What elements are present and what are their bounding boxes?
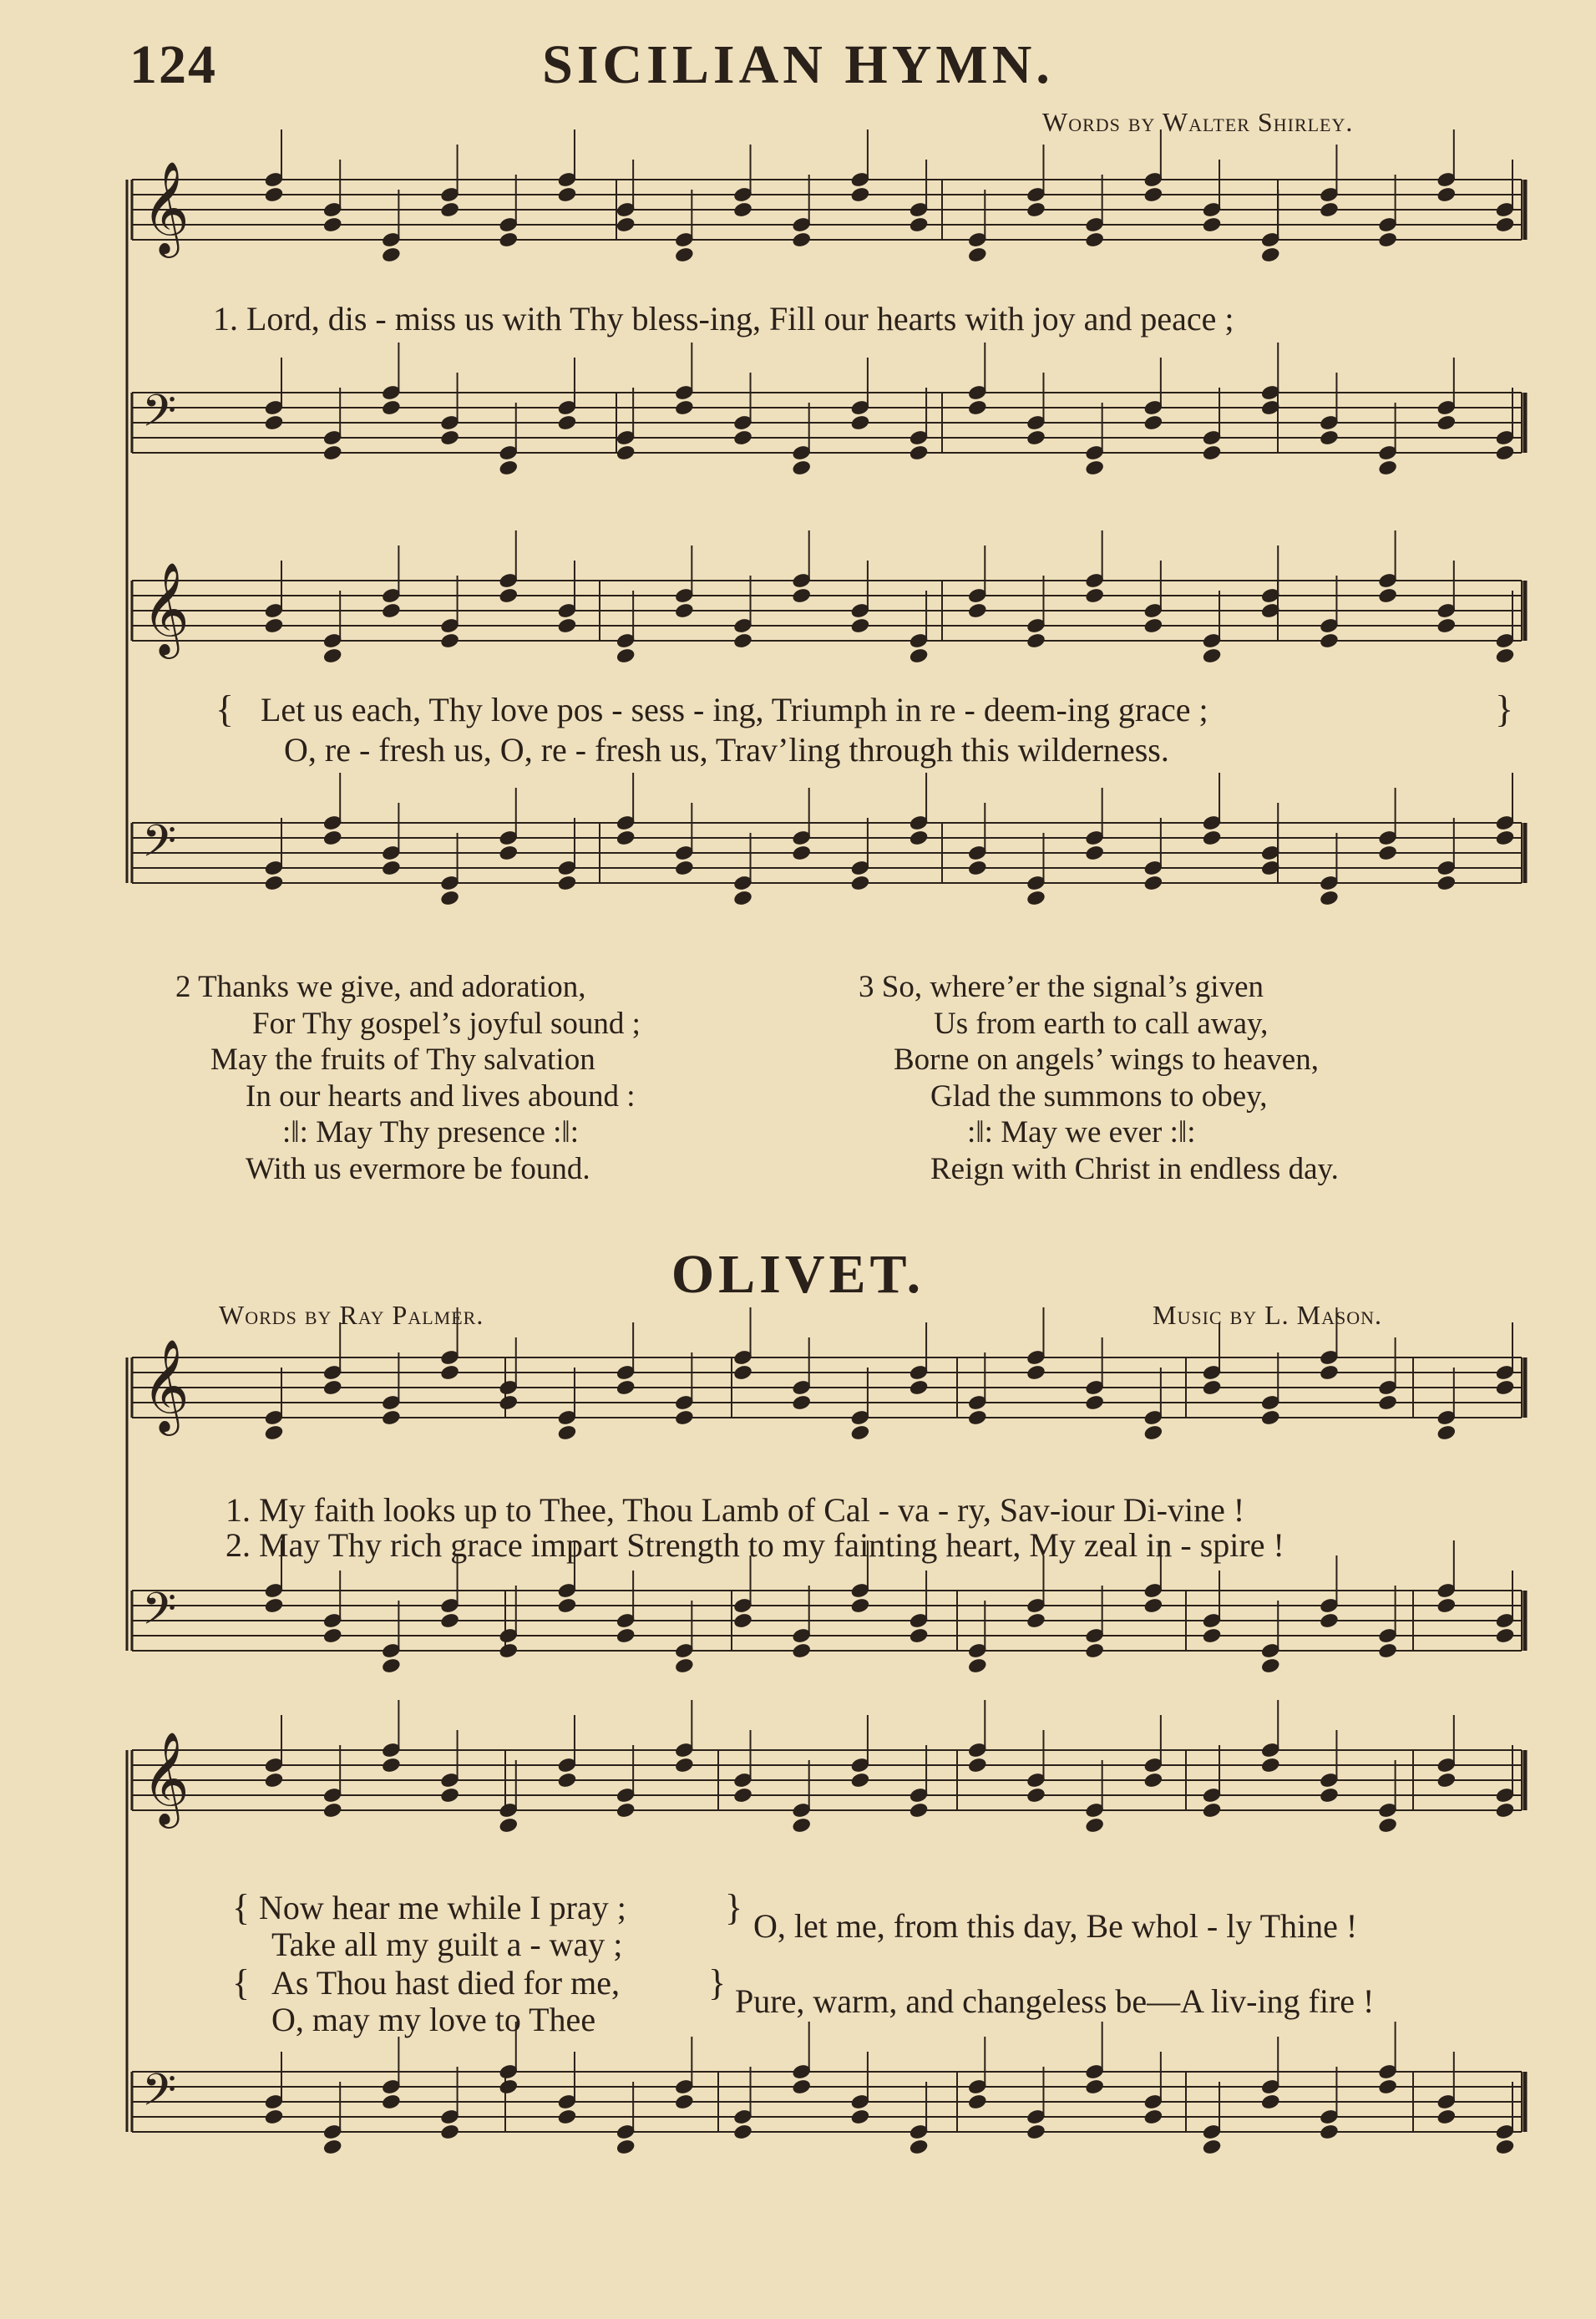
note-head [1378, 1817, 1398, 1834]
note-head [264, 617, 284, 634]
verse-line: Glad the summons to obey, [930, 1078, 1268, 1114]
note-head [792, 459, 812, 476]
note-head [675, 602, 695, 619]
note-head [1026, 1364, 1046, 1381]
note-head [1436, 617, 1457, 634]
note-head [1495, 647, 1515, 664]
note-head [1495, 1802, 1515, 1819]
refrain-a1: Now hear me while I pray ; [259, 1889, 626, 1926]
note-head [733, 429, 753, 446]
note-head [792, 1394, 812, 1411]
note-head [1495, 216, 1515, 233]
note-head [1085, 231, 1105, 248]
brace-a-right: } [725, 1887, 743, 1928]
note-head [792, 845, 812, 861]
note-head [616, 1627, 636, 1644]
note-head [1202, 647, 1222, 664]
note-head [675, 1657, 695, 1674]
note-head [322, 830, 342, 846]
music-credit-mason: Music by L. Mason. [1153, 1300, 1383, 1330]
note-head [1260, 2093, 1280, 2110]
note-head [1143, 1424, 1163, 1441]
words-credit-palmer: Words by Ray Palmer. [219, 1300, 484, 1330]
verse-2 [175, 969, 641, 1187]
note-head [1378, 2078, 1398, 2095]
note-head [1026, 632, 1046, 649]
note-head [1436, 1424, 1457, 1441]
note-head [967, 2093, 987, 2110]
note-head [1143, 2108, 1163, 2125]
note-head [1085, 459, 1105, 476]
note-head [1085, 1394, 1105, 1411]
note-head [967, 1409, 987, 1426]
note-head [557, 617, 577, 634]
note-head [322, 1802, 342, 1819]
note-head [616, 1802, 636, 1819]
refrain-b1: As Thou hast died for me, [271, 1964, 620, 2002]
note-head [850, 1597, 870, 1614]
note-head [1378, 845, 1398, 861]
note-head [792, 231, 812, 248]
verse-line: With us evermore be found. [246, 1151, 590, 1186]
note-head [322, 2139, 342, 2155]
note-head [850, 617, 870, 634]
treble-clef-icon: 𝄞 [142, 1731, 190, 1824]
note-head [909, 216, 929, 233]
note-head [557, 875, 577, 891]
note-head [616, 444, 636, 461]
note-head [850, 2108, 870, 2125]
note-head [499, 845, 519, 861]
hymn2-lyric-line2: 2. May Thy rich grace impart Strength to my fainting heart, My zeal in - spire ! [225, 1526, 1284, 1564]
note-head [1085, 1817, 1105, 1834]
note-head [1436, 2108, 1457, 2125]
note-head [616, 1379, 636, 1396]
note-head [1026, 890, 1046, 906]
note-head [675, 399, 695, 416]
note-head [675, 1409, 695, 1426]
note-head [1202, 1802, 1222, 1819]
note-head [264, 414, 284, 431]
note-head [616, 2139, 636, 2155]
note-head [382, 2093, 402, 2110]
note-head [733, 201, 753, 218]
verse-line: 2 Thanks we give, and adoration, [175, 970, 586, 1004]
note-head [322, 647, 342, 664]
note-head [1026, 1612, 1046, 1629]
brace-b-right: } [708, 1962, 727, 2003]
note-head [616, 647, 636, 664]
note-head [1085, 587, 1105, 604]
note-head [1143, 875, 1163, 891]
note-head [1260, 246, 1280, 263]
verse-line: Us from earth to call away, [934, 1006, 1269, 1041]
note-head [909, 444, 929, 461]
hymn1-lyric-line2b: O, re - fresh us, O, re - fresh us, Trav’ling through this wilderness. [284, 731, 1169, 769]
note-head [967, 860, 987, 876]
note-head [909, 1379, 929, 1396]
verse-line: :‖: May Thy presence :‖: [282, 1115, 580, 1149]
note-head [792, 1817, 812, 1834]
note-head [1495, 444, 1515, 461]
note-head [1085, 845, 1105, 861]
brace-a-left: { [232, 1887, 251, 1928]
note-head [1202, 1627, 1222, 1644]
note-head [1085, 2078, 1105, 2095]
note-head [499, 459, 519, 476]
note-head [1378, 1394, 1398, 1411]
verse-3 [859, 969, 1339, 1187]
note-head [1495, 830, 1515, 846]
note-head [1260, 1409, 1280, 1426]
note-head [733, 890, 753, 906]
note-head [1378, 587, 1398, 604]
verse-line: Borne on angels’ wings to heaven, [894, 1043, 1319, 1077]
note-head [1143, 414, 1163, 431]
note-head [322, 444, 342, 461]
note-head [1085, 1642, 1105, 1659]
words-credit-shirley: Words by Walter Shirley. [1042, 107, 1354, 137]
note-head [440, 632, 460, 649]
hymn-title-sicilian: SICILIAN HYMN. [542, 34, 1054, 95]
note-head [264, 1424, 284, 1441]
bass-clef-icon: 𝄢 [142, 816, 177, 878]
hymn-title-olivet: OLIVET. [671, 1244, 925, 1305]
note-head [1495, 2139, 1515, 2155]
note-head [1436, 414, 1457, 431]
note-head [440, 201, 460, 218]
note-head [440, 890, 460, 906]
brace-b-left: { [232, 1962, 251, 2003]
refrain-a2: Take all my guilt a - way ; [271, 1926, 623, 1963]
note-head [382, 1409, 402, 1426]
note-head [1202, 830, 1222, 846]
note-head [792, 2078, 812, 2095]
note-head [967, 399, 987, 416]
note-head [264, 186, 284, 203]
note-head [499, 1817, 519, 1834]
note-head [1143, 1772, 1163, 1789]
note-head [792, 1642, 812, 1659]
note-head [440, 1364, 460, 1381]
verse-line: 3 So, where’er the signal’s given [859, 970, 1264, 1004]
note-head [967, 602, 987, 619]
note-head [264, 1597, 284, 1614]
note-head [557, 1597, 577, 1614]
note-head [1320, 201, 1340, 218]
note-head [322, 216, 342, 233]
note-head [1202, 2139, 1222, 2155]
verse-line: Reign with Christ in endless day. [930, 1151, 1339, 1186]
verse-line: :‖: May we ever :‖: [967, 1115, 1196, 1149]
brace-left-1: { [215, 688, 235, 730]
verse-line: For Thy gospel’s joyful sound ; [252, 1006, 641, 1041]
note-head [909, 1802, 929, 1819]
note-head [967, 246, 987, 263]
note-head [1436, 1597, 1457, 1614]
hymn1-lyric-line1: 1. Lord, dis - miss us with Thy bless-ing, Fill our hearts with joy and peace ; [213, 300, 1234, 337]
brace-right-1: } [1495, 688, 1514, 730]
note-head [382, 1657, 402, 1674]
bass-clef-icon: 𝄢 [142, 2065, 177, 2127]
treble-clef-icon: 𝄞 [142, 561, 190, 655]
verse-line: May the fruits of Thy salvation [210, 1043, 595, 1077]
note-head [499, 1394, 519, 1411]
note-head [850, 1772, 870, 1789]
note-head [1202, 216, 1222, 233]
note-head [264, 875, 284, 891]
page-number: 124 [129, 34, 217, 95]
note-head [1026, 429, 1046, 446]
note-head [264, 1772, 284, 1789]
note-head [557, 186, 577, 203]
note-head [909, 830, 929, 846]
note-head [909, 2139, 929, 2155]
note-head [557, 1772, 577, 1789]
note-head [616, 830, 636, 846]
note-head [1495, 1379, 1515, 1396]
note-head [967, 1657, 987, 1674]
note-head [909, 647, 929, 664]
hymn1-lyric-line2a: Let us each, Thy love pos - sess - ing, Triumph in re - deem-ing grace ; [261, 691, 1208, 728]
hymn2-lyric-line1: 1. My faith looks up to Thee, Thou Lamb of Cal - va - ry, Sav-iour Di-vine ! [225, 1491, 1245, 1529]
note-head [675, 1757, 695, 1774]
note-head [1202, 1379, 1222, 1396]
note-head [1143, 1597, 1163, 1614]
note-head [850, 875, 870, 891]
note-head [733, 2124, 753, 2140]
bass-clef-icon: 𝄢 [142, 1584, 177, 1646]
note-head [1436, 875, 1457, 891]
note-head [850, 414, 870, 431]
note-head [733, 632, 753, 649]
note-head [440, 429, 460, 446]
note-head [1202, 444, 1222, 461]
refrain-b2: O, may my love to Thee [271, 2001, 596, 2038]
note-head [675, 246, 695, 263]
note-head [1320, 429, 1340, 446]
note-head [1320, 1364, 1340, 1381]
note-head [1320, 632, 1340, 649]
note-head [557, 2108, 577, 2125]
note-head [1320, 890, 1340, 906]
note-head [733, 1612, 753, 1629]
note-head [675, 2093, 695, 2110]
note-head [264, 2108, 284, 2125]
note-head [1495, 1627, 1515, 1644]
note-head [382, 399, 402, 416]
note-head [1260, 1757, 1280, 1774]
note-head [557, 414, 577, 431]
note-head [850, 1424, 870, 1441]
note-head [499, 2078, 519, 2095]
note-head [1026, 201, 1046, 218]
treble-clef-icon: 𝄞 [142, 160, 190, 254]
verse-line: In our hearts and lives abound : [246, 1078, 636, 1114]
note-head [1320, 1612, 1340, 1629]
note-head [499, 1642, 519, 1659]
note-head [1026, 2124, 1046, 2140]
note-head [1378, 231, 1398, 248]
note-head [1143, 186, 1163, 203]
note-head [733, 1787, 753, 1804]
refrain-a-end: O, let me, from this day, Be whol - ly Thine ! [753, 1907, 1358, 1945]
note-head [616, 216, 636, 233]
note-head [909, 1627, 929, 1644]
note-head [440, 1787, 460, 1804]
note-head [322, 1627, 342, 1644]
note-head [322, 1379, 342, 1396]
note-head [1378, 1642, 1398, 1659]
note-head [850, 186, 870, 203]
note-head [440, 2124, 460, 2140]
note-head [1436, 186, 1457, 203]
note-head [733, 1364, 753, 1381]
note-head [792, 587, 812, 604]
note-head [382, 860, 402, 876]
note-head [1320, 1787, 1340, 1804]
note-head [1260, 1657, 1280, 1674]
refrain-b-end: Pure, warm, and changeless be—A liv-ing fire ! [735, 1982, 1375, 2020]
bass-clef-icon: 𝄢 [142, 386, 177, 448]
note-head [1143, 617, 1163, 634]
note-head [382, 1757, 402, 1774]
note-head [1378, 459, 1398, 476]
note-head [1436, 1772, 1457, 1789]
note-head [440, 1612, 460, 1629]
note-head [1320, 2124, 1340, 2140]
note-head [675, 860, 695, 876]
treble-clef-icon: 𝄞 [142, 1338, 190, 1432]
note-head [382, 246, 402, 263]
note-head [499, 231, 519, 248]
note-head [499, 587, 519, 604]
note-head [382, 602, 402, 619]
note-head [967, 1757, 987, 1774]
note-head [557, 1424, 577, 1441]
note-head [1026, 1787, 1046, 1804]
